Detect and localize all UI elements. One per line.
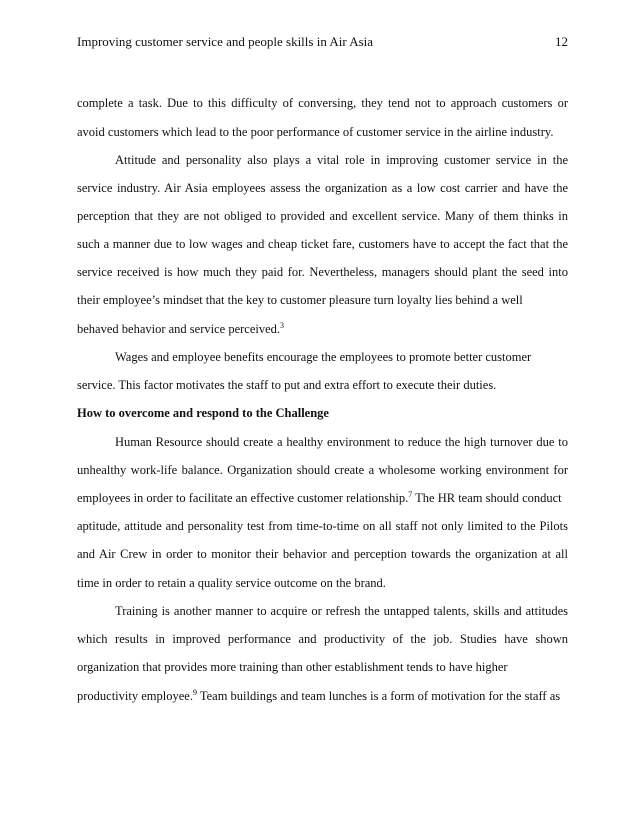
body-text: Team buildings and team lunches is a form of motivation for the staff as <box>196 689 561 703</box>
body-line: such a manner due to low wages and cheap ticket fare, customers have to accept the fact that the <box>77 237 568 251</box>
body-line: service industry. Air Asia employees assess the organization as a low cost carrier and have the <box>77 181 568 195</box>
page-number: 12 <box>555 34 568 49</box>
body-line: Training is another manner to acquire or refresh the untapped talents, skills and attitudes <box>115 604 568 618</box>
footnote-ref: 9 <box>192 687 197 697</box>
body-line: service received is how much they paid for. Nevertheless, managers should plant the seed into <box>77 265 568 279</box>
body-line: Wages and employee benefits encourage the employees to promote better customer <box>115 350 532 364</box>
body-text: behaved behavior and service perceived. <box>77 322 281 336</box>
body-line <box>77 321 568 337</box>
body-line: Attitude and personality also plays a vital role in improving customer service in the <box>115 153 568 167</box>
body-line <box>77 490 568 506</box>
body-line: aptitude, attitude and personality test from time-to-time on all staff not only limited to the Pilots <box>77 519 568 533</box>
body-line: complete a task. Due to this difficulty of conversing, they tend not to approach customers or <box>77 96 568 110</box>
body-line: their employee’s mindset that the key to customer pleasure turn loyalty lies behind a well <box>77 293 523 307</box>
body-line: avoid customers which lead to the poor performance of customer service in the airline industry. <box>77 125 554 139</box>
body-text: The HR team should conduct <box>412 491 562 505</box>
body-line: which results in improved performance and productivity of the job. Studies have shown <box>77 632 568 646</box>
body-line: Human Resource should create a healthy environment to reduce the high turnover due to <box>115 435 568 449</box>
running-header <box>77 34 568 50</box>
header-title: Improving customer service and people skills in Air Asia <box>77 34 374 49</box>
footnote-ref: 7 <box>408 489 413 499</box>
section-heading: How to overcome and respond to the Challenge <box>77 406 329 420</box>
body-line: time in order to retain a quality service outcome on the brand. <box>77 576 386 590</box>
body-text: employees in order to facilitate an effective customer relationship. <box>77 491 409 505</box>
body-line: perception that they are not obliged to provided and excellent service. Many of them thinks in <box>77 209 568 223</box>
footnote-ref: 3 <box>280 320 285 330</box>
body-line: service. This factor motivates the staff to put and extra effort to execute their duties. <box>77 378 497 392</box>
body-line: organization that provides more training than other establishment tends to have higher <box>77 660 508 674</box>
body-line: unhealthy work-life balance. Organization should create a wholesome working environment for <box>77 463 568 477</box>
body-line: and Air Crew in order to monitor their behavior and perception towards the organization at all <box>77 547 568 561</box>
body-text: productivity employee. <box>77 689 193 703</box>
body-line <box>77 688 568 704</box>
